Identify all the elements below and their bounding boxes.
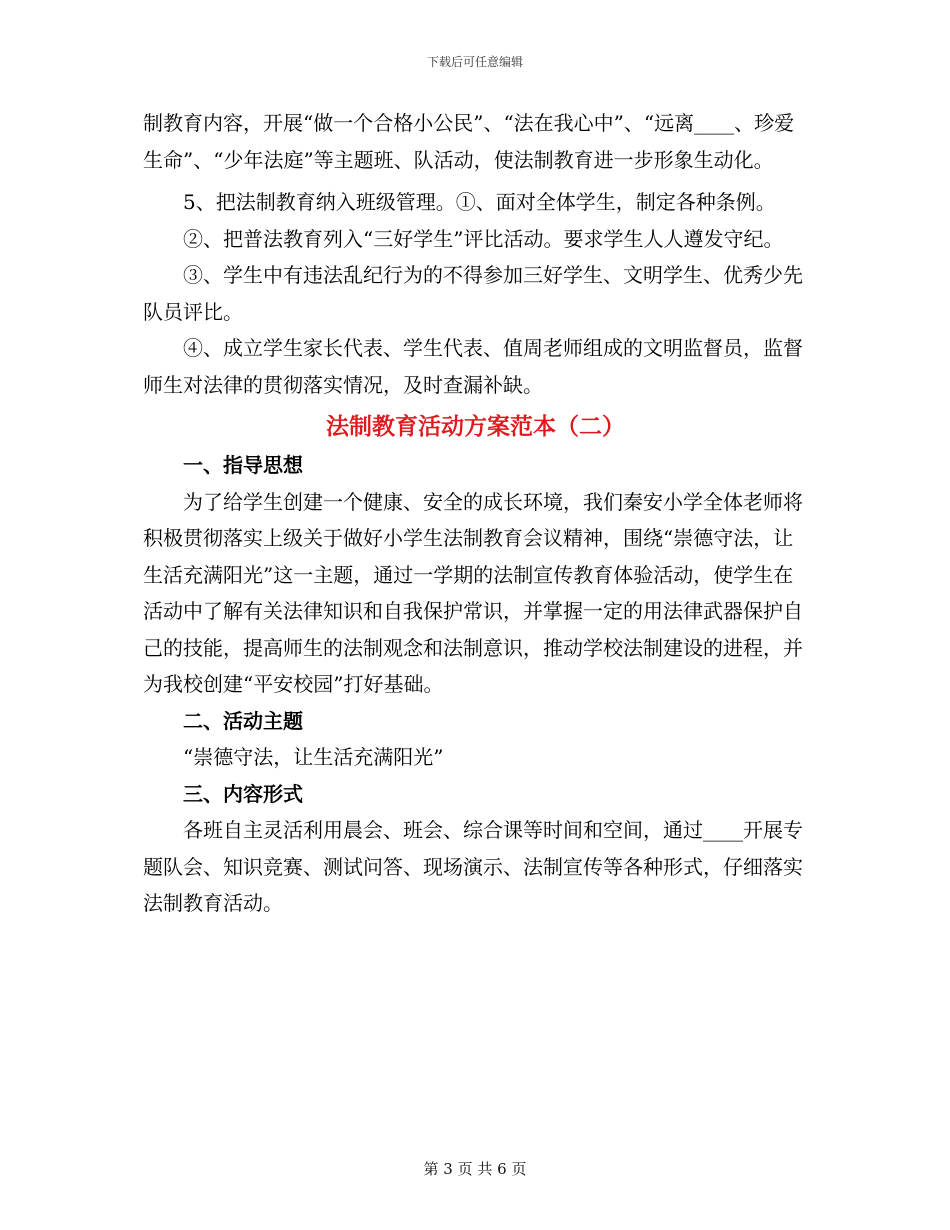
page-footer: 第 3 页 共 6 页 [423, 1160, 527, 1178]
list-item-5: 5、把法制教育纳入班级管理。①、面对全体学生，制定各种条例。 [183, 190, 776, 214]
list-item-5-4: ④、成立学生家长代表、学生代表、值周老师组成的文明监督员，监督师生对法律的贯彻落实情况，及时查漏补缺。 [143, 336, 803, 397]
document-body [143, 105, 808, 922]
paragraph-guiding-ideology: 为了给学生创建一个健康、安全的成长环境，我们秦安小学全体老师将积极贯彻落实上级关于做好小学生法制教育会议精神，围绕“崇德守法，让生活充满阳光”这一主题，通过一学期的法制宣传教育体验活动，使学生在活动中了解有关法律知识和自我保护常识，并掌握一定的用法律武器保护自己的技能，提高师生的法制观念和法制意识，推动学校法制建设的进程，并为我校创建“平安校园”打好基础。 [143, 489, 803, 696]
list-item-5-3: ③、学生中有违法乱纪行为的不得参加三好学生、文明学生、优秀少先队员评比。 [143, 263, 803, 324]
paragraph-continuation: 制教育内容，开展“做一个合格小公民”、“法在我心中”、“远离____、珍爱生命”、“少年法庭”等主题班、队活动，使法制教育进一步形象生动化。 [143, 111, 795, 172]
heading-content-form: 三、内容形式 [183, 781, 303, 806]
header-note: 下载后可任意编辑 [426, 55, 523, 69]
paragraph-activity-theme: “崇德守法，让生活充满阳光” [183, 745, 444, 769]
heading-guiding-ideology: 一、指导思想 [183, 453, 303, 477]
heading-activity-theme: 二、活动主题 [183, 708, 303, 733]
paragraph-content-form: 各班自主灵活利用晨会、班会、综合课等时间和空间，通过____开展专题队会、知识竞赛、测试问答、现场演示、法制宣传等各种形式，仔细落实法制教育活动。 [143, 818, 803, 915]
section-title: 法制教育活动方案范本（二） [326, 413, 625, 440]
list-item-5-2: ②、把普法教育列入“三好学生”评比活动。要求学生人人遵发守纪。 [183, 226, 784, 251]
